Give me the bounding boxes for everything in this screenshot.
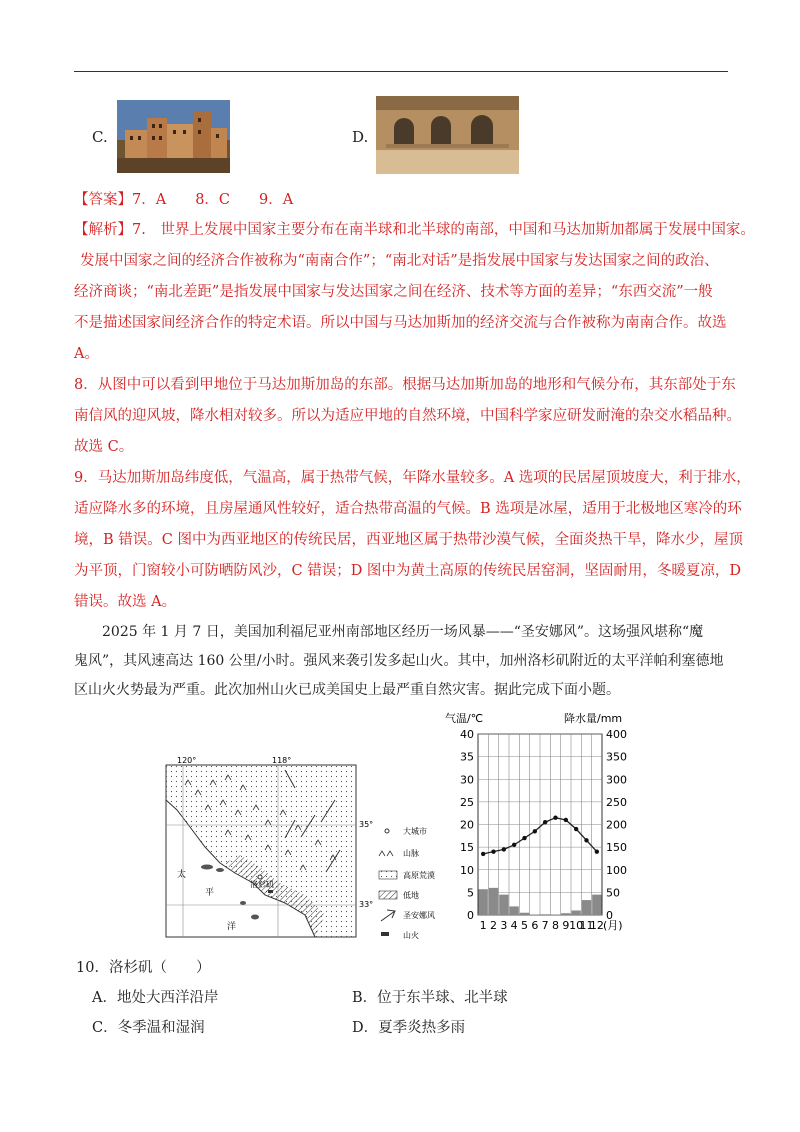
analysis-line: 故选 C。 [74,439,134,455]
stone-houses-image [117,100,230,173]
analysis-prefix: 【解析】 [74,222,132,238]
analysis-line: 8．从图中可以看到甲地位于马达加斯加岛的东部。根据马达加斯加岛的地形和气候分布，其东部处于东 [74,377,736,393]
temperature-point [584,838,588,842]
right-tick-label: 250 [606,795,627,809]
lon-label: 118° [272,756,292,765]
lat-label: 35° [359,820,374,829]
city-label: 洛杉矶 [250,880,274,889]
lat-label: 33° [359,900,374,909]
temperature-point [553,816,557,820]
right-tick-label: 350 [606,750,627,764]
month-tick-label: 6 [531,919,539,932]
right-tick-label: 50 [606,886,620,900]
map-legend [379,826,435,940]
answer-prefix: 【答案】 [74,192,132,208]
analysis-line: 错误。故选 A。 [74,594,177,610]
analysis-line: 不是描述国家间经济合作的特定术语。所以中国与马达加斯加的经济交流与合作被称为南南合作。故选 [74,315,727,331]
svg-text:低地: 低地 [403,891,419,900]
left-tick-label: 15 [460,841,474,855]
svg-text:圣安娜风: 圣安娜风 [403,911,435,920]
month-tick-label: 4 [510,919,518,932]
climate-chart [440,708,650,938]
temperature-point [522,836,526,840]
analysis-line: 经济商谈；“南北差距”是指发展中国家与发达国家之间在经济、技术等方面的差异；“东西交流”一般 [74,284,713,300]
option-a[interactable]: A．地处大西洋沿岸 [92,990,219,1006]
analysis-line: 南信风的迎风坡，降水相对较多。所以为适应甲地的自然环境，中国科学家应研发耐淹的杂交水稻品种。 [74,408,741,424]
option-b[interactable]: B．位于东半球、北半球 [352,990,508,1006]
temperature-point [533,829,537,833]
left-tick-label: 25 [460,795,474,809]
precip-bar [561,913,570,915]
passage-line: 2025 年 1 月 7 日，美国加利福尼亚州南部地区经历一场风暴——“圣安娜风”。这场强风堪称“魔 [102,624,704,640]
option-d-label: D. [352,128,369,146]
option-c-photo [117,100,230,173]
month-tick-label: 8 [552,919,559,932]
precip-bar [499,895,508,915]
month-tick-label: 11 [579,919,594,932]
analysis-block [74,215,755,618]
fire-icon [268,890,273,893]
question-10-stem: 10．洛杉矶（ ） [76,960,211,976]
passage-line: 鬼风”，其风速高达 160 公里/小时。强风来袭引发多起山火。其中，加州洛杉矶附近的太平洋帕利塞德地 [74,653,724,669]
california-map [165,755,440,940]
option-d[interactable]: D．夏季炎热多雨 [352,1020,466,1036]
precip-bar [489,888,498,915]
left-axis-label: 气温/℃ [445,712,484,725]
option-c-label: C. [92,128,108,146]
passage [74,618,734,705]
temperature-point [595,849,599,853]
analysis-line: A。 [74,346,99,362]
ocean-label: 平 [205,888,215,898]
month-axis-suffix: (月) [603,919,623,932]
temperature-point [574,827,578,831]
analysis-line: 为平顶，门窗较小可防晒防风沙，C 错误；D 图中为黄土高原的传统民居窑洞，坚固耐用，冬暖夏凉，D [74,563,742,579]
header-rule [74,71,728,72]
right-tick-label: 400 [606,728,627,741]
temperature-point [481,852,485,856]
svg-text:山火: 山火 [403,931,419,940]
analysis-line: 9．马达加斯加岛纬度低，气温高，属于热带气候，年降水量较多。A 选项的民居屋顶坡度大，利于排水， [74,470,751,486]
month-tick-label: 1 [479,919,487,932]
month-tick-label: 2 [490,919,497,932]
temperature-point [564,818,568,822]
right-tick-label: 300 [606,773,627,787]
temperature-point [502,847,506,851]
right-tick-label: 100 [606,863,627,877]
analysis-line: 境，B 错误。C 图中为西亚地区的传统民居，西亚地区属于热带沙漠气候，全面炎热干旱，降水少，屋顶 [74,532,743,548]
temperature-point [543,820,547,824]
analysis-line: 发展中国家之间的经济合作被称为“南南合作”；“南北对话”是指发展中国家与发达国家之间的政治、 [80,253,719,269]
right-tick-label: 0 [606,909,613,922]
precip-bar [520,913,529,915]
month-tick-label: 10 [569,919,584,932]
month-tick-label: 3 [500,919,508,932]
left-tick-label: 10 [460,863,474,877]
month-tick-label: 5 [521,919,528,932]
svg-text:山脉: 山脉 [403,849,419,858]
precip-bar [582,900,591,915]
precip-bar [572,910,581,915]
option-c[interactable]: C．冬季温和湿润 [92,1020,205,1036]
lon-label: 120° [177,756,197,765]
ocean-label: 太 [177,870,187,880]
right-tick-label: 200 [606,818,627,832]
month-tick-label: 9 [562,919,570,932]
right-axis-label: 降水量/mm [564,712,623,725]
svg-text:大城市: 大城市 [403,827,427,836]
analysis-line: 适应降水多的环境，且房屋通风性较好，适合热带高温的气候。B 选项是冰屋，适用于北极地区寒冷的环 [74,501,742,517]
precip-bar [510,906,519,915]
passage-line: 区山火火势最为严重。此次加州山火已成美国史上最严重自然灾害。据此完成下面小题。 [74,682,620,698]
left-tick-label: 30 [460,773,474,787]
left-tick-label: 20 [460,818,474,832]
left-tick-label: 5 [467,886,474,900]
analysis-line: 【解析】7. 世界上发展中国家主要分布在南半球和北半球的南部，中国和马达加斯加都属于发展中国家。 [74,222,755,238]
left-tick-label: 40 [460,728,474,741]
temperature-point [512,843,516,847]
month-tick-label: 7 [541,919,549,932]
right-tick-label: 150 [606,841,627,855]
left-tick-label: 0 [467,909,474,922]
cave-dwelling-image [376,96,519,174]
left-tick-label: 35 [460,750,474,764]
svg-text:高原荒漠: 高原荒漠 [403,871,435,880]
answer-line [74,185,734,216]
precip-bar [592,895,601,915]
option-d-photo [376,96,519,174]
temperature-point [491,849,495,853]
month-tick-label: 12 [589,919,604,932]
answer-text: 7．A 8．C 9．A [132,192,294,208]
precip-bar [479,889,488,915]
ocean-label: 洋 [227,922,237,932]
